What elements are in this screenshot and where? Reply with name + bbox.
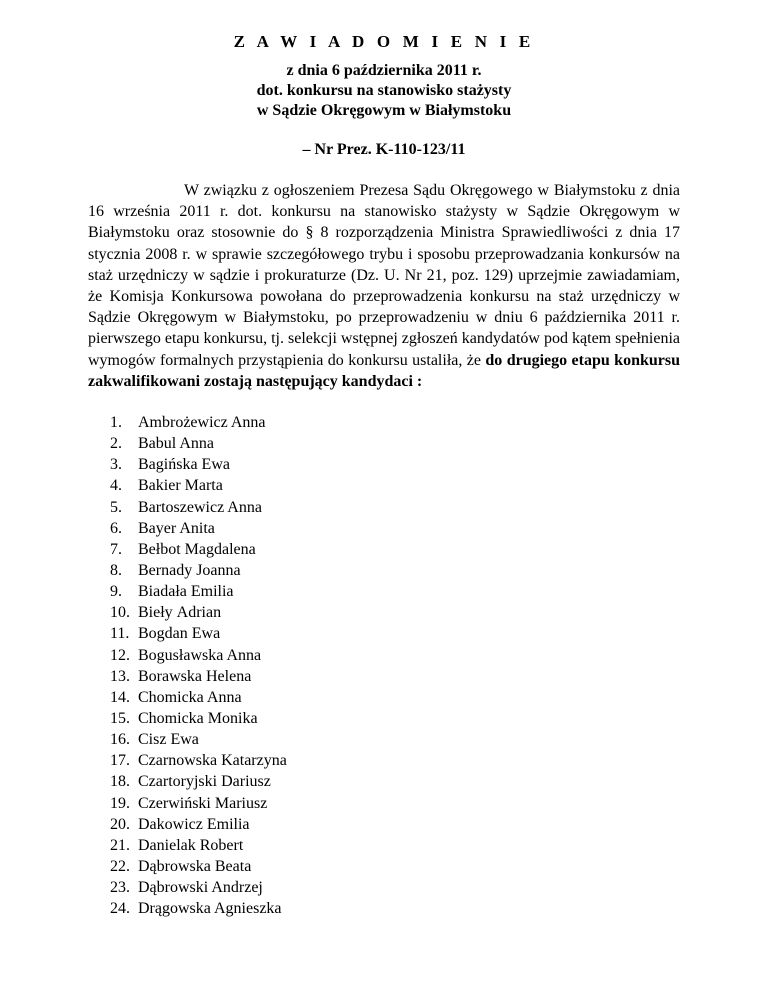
candidate-name: Bayer Anita [138, 519, 215, 537]
list-item-number: 15. [110, 709, 130, 727]
candidate-name: Cisz Ewa [138, 731, 199, 749]
list-item [110, 497, 287, 518]
list-item-number: 9. [110, 583, 122, 601]
list-item [110, 539, 287, 560]
list-item-number: 8. [110, 561, 122, 579]
candidate-name: Biadała Emilia [138, 583, 234, 601]
paragraph-line: i sposobu przeprowadzania konkursów na staż urzędniczy w sądzie i prokuraturze [88, 245, 681, 284]
list-item [110, 835, 287, 856]
list-item-number: 7. [110, 540, 122, 558]
list-item [110, 771, 287, 792]
list-item [110, 454, 287, 475]
paragraph-line: Okręgowym w Białymstoku oraz stosownie do § 8 rozporządzenia Ministra [88, 203, 681, 242]
paragraph-bold-text: do drugiego etapu [485, 351, 610, 369]
list-item [110, 475, 287, 496]
list-item-number: 3. [110, 456, 122, 474]
list-item-number: 19. [110, 794, 130, 812]
list-item [110, 560, 287, 581]
candidate-name: Dąbrowska Beata [138, 857, 252, 875]
list-item-number: 23. [110, 879, 130, 897]
candidate-name: Dakowicz Emilia [138, 815, 250, 833]
candidate-name: Babul Anna [138, 435, 214, 453]
list-item [110, 750, 287, 771]
list-item [110, 814, 287, 835]
list-item [110, 602, 287, 623]
paragraph-line: W związku z ogłoszeniem Prezesa Sądu Okręgowego w Białymstoku [184, 182, 636, 199]
paragraph-line: etapu konkursu, tj. selekcji wstępnej zgłoszeń kandydatów pod kątem spełnienia [164, 330, 680, 348]
candidate-name: Dąbrowski Andrzej [138, 879, 263, 897]
list-item-number: 20. [110, 815, 130, 833]
subject-line: dot. konkursu na stanowisko stażysty [256, 82, 512, 99]
list-item [110, 856, 287, 877]
candidate-name: Bernady Joanna [138, 561, 241, 579]
candidate-name: Bakier Marta [138, 477, 223, 495]
list-item [110, 708, 287, 729]
court-line: w Sądzie Okręgowym w Białymstoku [256, 102, 512, 119]
paragraph-line: (Dz. U. Nr 21, poz. 129) uprzejmie zawiadamiam, że Komisja Konkursowa [88, 266, 680, 306]
list-item-number: 16. [110, 731, 130, 749]
list-item [110, 623, 287, 644]
announcement-paragraph [88, 180, 680, 392]
paragraph-line: w Białymstoku, po przeprowadzeniu w dniu 6 października 2011 r. pierwszego [88, 309, 681, 348]
list-item [110, 793, 287, 814]
document-title: Z A W I A D O M I E N I E [233, 32, 535, 51]
paragraph-line: wymogów formalnych przystąpienia do konkursu ustaliła, że [88, 351, 486, 369]
list-item [110, 412, 287, 433]
list-item [110, 666, 287, 687]
candidate-name: Bagińska Ewa [138, 456, 230, 474]
candidate-name: Chomicka Anna [138, 688, 242, 706]
paragraph-bold-text: konkursu zakwalifikowani zostają następujący kandydaci : [88, 351, 680, 390]
date-line: z dnia 6 października 2011 r. [286, 62, 482, 79]
list-item-number: 21. [110, 836, 130, 854]
list-item-number: 11. [110, 625, 130, 643]
list-item-number: 13. [110, 667, 130, 685]
list-item-number: 12. [110, 646, 130, 664]
list-item-number: 4. [110, 477, 122, 495]
candidate-name: Drągowska Agnieszka [138, 900, 282, 918]
list-item [110, 877, 287, 898]
candidate-name: Bogusławska Anna [138, 646, 262, 664]
list-item-number: 5. [110, 498, 122, 516]
list-item [110, 687, 287, 708]
list-item [110, 518, 287, 539]
list-item-number: 1. [110, 414, 122, 431]
list-item-number: 14. [110, 688, 130, 706]
list-item [110, 433, 287, 454]
reference-number: – Nr Prez. K-110-123/11 [302, 141, 466, 158]
list-item [110, 898, 287, 919]
paragraph-line: z dnia 16 września 2011 r. dot. konkursu na stanowisko stażysty w Sądzie [88, 182, 681, 221]
candidate-name: Ambrożewicz Anna [138, 414, 266, 431]
paragraph-line: Sprawiedliwości z dnia 17 stycznia 2008 r. w sprawie szczegółowego trybu [88, 224, 680, 263]
candidate-name: Biełу Adrian [138, 604, 222, 622]
list-item-number: 2. [110, 435, 122, 453]
candidate-name: Czarnowska Katarzyna [138, 752, 287, 770]
candidate-list [110, 412, 287, 919]
list-item-number: 17. [110, 752, 130, 770]
list-item-number: 18. [110, 773, 130, 791]
list-item-number: 22. [110, 857, 130, 875]
candidate-name: Czerwiński Mariusz [138, 794, 268, 812]
paragraph-line: powołana do przeprowadzenia konkursu na staż urzędniczy w Sądzie Okręgowym [88, 288, 681, 327]
list-item-number: 10. [110, 604, 130, 622]
list-item [110, 645, 287, 666]
list-item [110, 729, 287, 750]
candidate-name: Bartoszewicz Anna [138, 498, 262, 516]
list-item-number: 6. [110, 519, 122, 537]
list-item [110, 581, 287, 602]
candidate-name: Czartoryjski Dariusz [138, 773, 271, 791]
candidate-name: Bogdan Ewa [138, 625, 221, 643]
candidate-name: Bełbot Magdalena [138, 540, 256, 558]
list-item-number: 24. [110, 900, 130, 918]
candidate-name: Chomicka Monika [138, 709, 258, 727]
candidate-name: Borawska Helena [138, 667, 252, 685]
candidate-name: Danielak Robert [138, 836, 244, 854]
